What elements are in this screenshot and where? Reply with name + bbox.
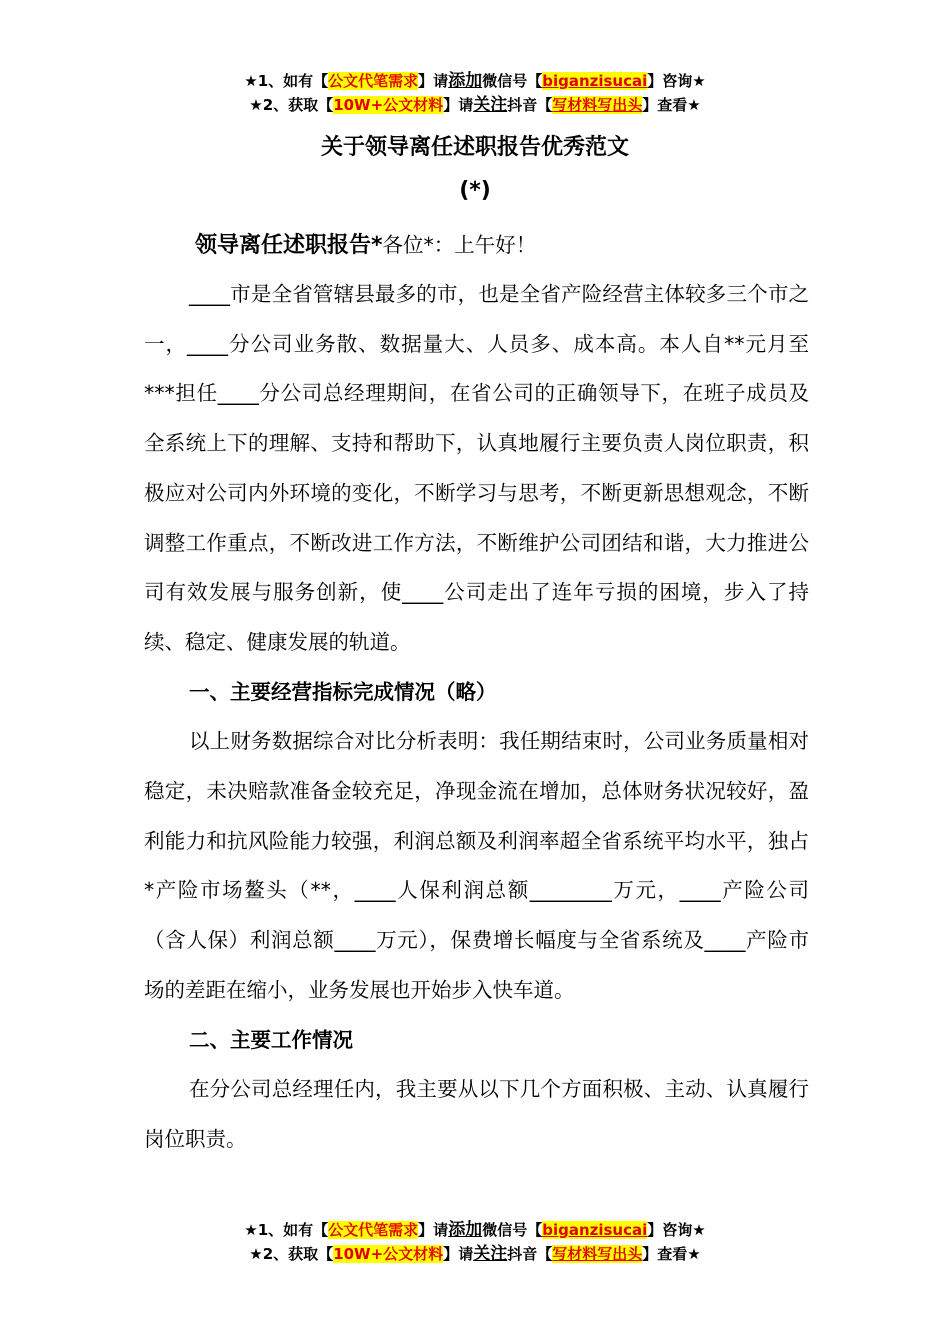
document-body [144,270,809,1165]
promo-line-2: ★2、获取【10W+公文材料】请关注抖音【写材料写出头】查看★ [249,1244,701,1264]
greeting: 领导离任述职报告*各位*：上午好！ [195,233,537,258]
promo-line-1: ★1、如有【公文代笔需求】请添加微信号【biganzisucai】咨询★ [244,71,706,91]
paragraph: 在分公司总经理任内，我主要从以下几个方面积极、主动、认真履行岗位职责。 [144,1077,809,1151]
promo-banner-bottom [0,1218,950,1266]
paragraph: 以上财务数据综合对比分析表明：我任期结束时，公司业务质量相对稳定，未决赔款准备金较充足，净现金流在增加，总体财务状况较好，盈利能力和抗风险能力较强，利润总额及利润率超全省系统平均水平，独占*产险市场鳌头（**，____人保利润总额________万元，____产险公司（含人保）利润总额____万元），保费增长幅度与全省系统及____产险市场的差距在缩小，业务发展也开始步入快车道。 [144,729,809,1002]
section-heading: 一、主要经营指标完成情况（略） [189,679,497,704]
paragraph: ____市是全省管辖县最多的市，也是全省产险经营主体较多三个市之一，____分公司业务散、数据量大、人员多、成本高。本人自**元月至***担任____分公司总经理期间，在省公司的正确领导下，在班子成员及全系统上下的理解、支持和帮助下，认真地履行主要负责人岗位职责，积极应对公司内外环境的变化，不断学习与思考，不断更新思想观念，不断调整工作重点，不断改进工作方法，不断维护公司团结和谐，大力推进公司有效发展与服务创新，使____公司走出了连年亏损的困境，步入了持续、稳定、健康发展的轨道。 [144,282,809,654]
promo-line-1: ★1、如有【公文代笔需求】请添加微信号【biganzisucai】咨询★ [244,1220,706,1240]
section-heading: 二、主要工作情况 [189,1027,353,1052]
document-title: 关于领导离任述职报告优秀范文 [320,135,629,160]
promo-line-2: ★2、获取【10W+公文材料】请关注抖音【写材料写出头】查看★ [249,95,701,115]
promo-banner-top [0,69,950,117]
document-subtitle: (*) [459,178,491,203]
